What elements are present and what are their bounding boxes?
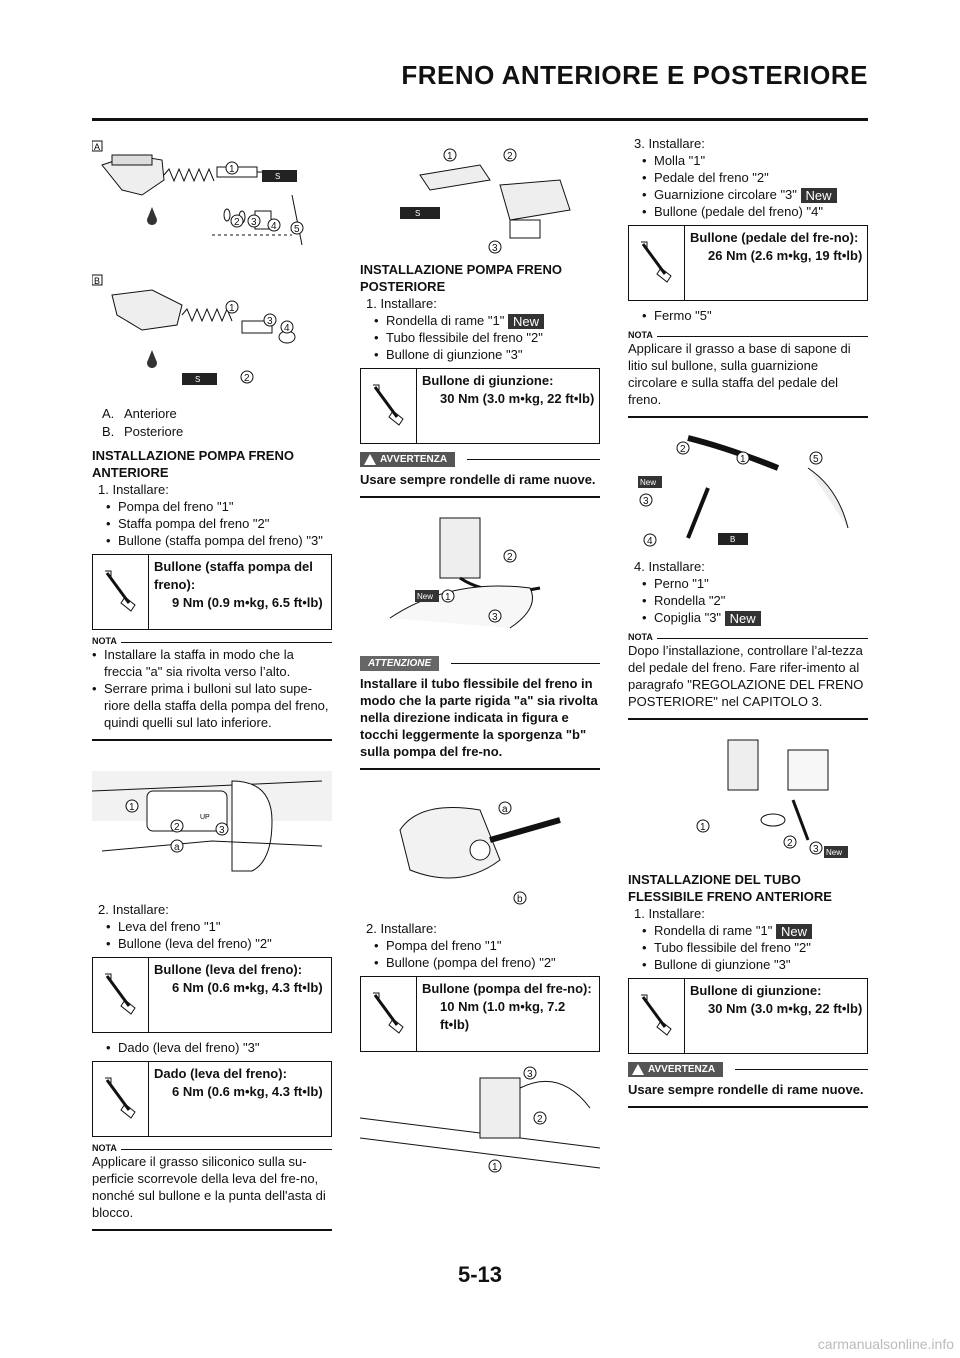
caption-b: B. Posteriore <box>102 424 184 439</box>
column-2 <box>360 135 600 1198</box>
torque-wrench-icon <box>361 977 417 1051</box>
callout-1: 1 <box>492 1162 498 1174</box>
front-master-cylinder-drawing <box>92 135 332 265</box>
callout-3: 3 <box>527 1069 533 1081</box>
figure-brake-lever <box>92 751 332 901</box>
note-body: Applicare il grasso a base di sapone di litio sul bullone, sulla guarnizione circolare e sulla staffa del pedale del freno. <box>628 341 851 408</box>
spec-title: Dado (leva del freno): <box>154 1066 287 1081</box>
callout-5: 5 <box>813 454 819 466</box>
new-badge: New <box>417 592 434 602</box>
callout-2: 2 <box>174 822 180 833</box>
step-2: 2. Installare: <box>98 902 169 917</box>
new-badge: New <box>640 478 657 488</box>
new-badge: New <box>508 314 544 329</box>
note-header: NOTA <box>92 636 332 646</box>
torque-spec-box <box>360 976 600 1052</box>
spec-value: 30 Nm (3.0 m•kg, 22 ft•lb) <box>440 391 595 407</box>
note-header: NOTA <box>628 632 868 642</box>
callout-5: 5 <box>294 224 300 235</box>
torque-wrench-icon <box>93 555 149 629</box>
callout-1: 1 <box>447 151 453 162</box>
figure-lever-assembly <box>360 135 600 255</box>
torque-spec-box <box>628 225 868 301</box>
spec-title: Bullone (pompa del fre-no): <box>422 981 592 997</box>
step-1-item: • Bullone di giunzione "3" <box>374 346 600 363</box>
step-3-item: • Molla "1" <box>642 152 868 169</box>
bf-mark-b: BF <box>146 370 154 376</box>
caution-end-rule <box>360 768 600 770</box>
callout-4: 4 <box>271 221 277 232</box>
figure-pedal-pin <box>628 730 868 865</box>
column-1 <box>92 135 332 1241</box>
note-end-rule <box>628 416 868 418</box>
callout-3: 3 <box>813 844 819 856</box>
figure-rear-pump <box>360 780 600 920</box>
callout-1: 1 <box>700 822 706 834</box>
pedal-pin-photo <box>628 730 868 865</box>
step-4-item: • Copiglia "3" New <box>642 609 868 626</box>
spec-value: 6 Nm (0.6 m•kg, 4.3 ft•lb) <box>172 980 323 995</box>
step-1: 1. Installare: <box>634 906 705 922</box>
spec-title: Bullone (staffa pompa del freno): <box>154 559 313 592</box>
callout-2: 2 <box>507 552 513 564</box>
new-badge: New <box>776 924 812 939</box>
callout-b3: 3 <box>267 316 273 327</box>
callout-2: 2 <box>234 217 240 228</box>
callout-3: 3 <box>219 825 225 836</box>
warning-icon <box>632 1064 644 1075</box>
step-4-item: • Rondella "2" <box>642 592 868 609</box>
step-1-item: • Bullone di giunzione "3" <box>642 956 868 973</box>
note-end-rule <box>92 739 332 741</box>
spec-value: 9 Nm (0.9 m•kg, 6.5 ft•lb) <box>172 595 323 610</box>
note-end-rule <box>92 1229 332 1231</box>
warning-body: Usare sempre rondelle di rame nuove. <box>628 1082 864 1098</box>
lever-assembly-drawing <box>360 135 600 255</box>
spec-value: 6 Nm (0.6 m•kg, 4.3 ft•lb) <box>172 1084 323 1099</box>
new-badge: New <box>801 188 837 203</box>
torque-spec-box <box>92 957 332 1033</box>
callout-2: 2 <box>507 151 513 162</box>
spec-title: Bullone di giunzione: <box>422 373 554 389</box>
torque-wrench-icon <box>93 1062 149 1136</box>
spec-title: Bullone (pedale del fre-no): <box>690 230 859 246</box>
bf-mark: BF <box>146 227 154 233</box>
note-body: Dopo l’installazione, controllare l’al-tezza del pedale del freno. Fare rifer-imento al paragrafo "REGOLAZIONE DEL FRENO POSTERIORE" nel CAPITOLO 3. <box>628 643 864 710</box>
footer-url[interactable]: carmanualsonline.info <box>817 1336 954 1352</box>
s-mark-b: S <box>195 375 201 384</box>
figure-rear-hose <box>360 508 600 648</box>
note-item: • Serrare prima i bulloni sul lato supe-riore della staffa della pompa del freno, quindi quelli sul lato inferiore. <box>92 680 332 731</box>
figure-brake-pedal <box>628 428 868 558</box>
torque-wrench-icon <box>629 979 685 1053</box>
step-1-item: • Pompa del freno "1" <box>106 498 332 515</box>
spec-title: Bullone (leva del freno): <box>154 962 303 977</box>
callout-2: 2 <box>537 1114 543 1126</box>
note-header: NOTA <box>92 1143 332 1153</box>
step-3: 3. Installare: <box>634 136 705 151</box>
torque-spec-box <box>360 368 600 444</box>
callout-a: a <box>502 804 508 816</box>
step-2: 2. Installare: <box>366 921 437 937</box>
torque-spec-box <box>92 554 332 630</box>
step-2-item: • Pompa del freno "1" <box>374 937 600 954</box>
callout-1: 1 <box>740 454 746 466</box>
torque-wrench-icon <box>361 369 417 443</box>
callout-b4: 4 <box>284 323 290 334</box>
fig-label-b: B <box>94 276 101 286</box>
callout-3: 3 <box>492 612 498 624</box>
caption-a: A. Anteriore <box>102 406 177 421</box>
section-title-front-master: INSTALLAZIONE POMPA FRENO ANTERIORE <box>92 448 294 480</box>
new-badge: New <box>725 611 761 626</box>
step-1-item: • Rondella di rame "1" New <box>374 312 600 329</box>
rear-pump-photo <box>360 780 600 920</box>
step-3-item: • Pedale del freno "2" <box>642 169 868 186</box>
pump-mount-photo <box>360 1058 600 1198</box>
spec-value: 26 Nm (2.6 m•kg, 19 ft•lb) <box>708 248 863 264</box>
torque-wrench-icon <box>629 226 685 300</box>
callout-b2: 2 <box>244 373 250 384</box>
torque-spec-box <box>628 978 868 1054</box>
step-1: 1. Installare: <box>98 482 169 497</box>
callout-2: 2 <box>680 444 686 456</box>
callout-1: 1 <box>229 164 235 175</box>
step-4-item: • Perno "1" <box>642 575 868 592</box>
warning-header: AVVERTENZA <box>360 452 600 467</box>
step-3-item: • Fermo "5" <box>642 307 868 324</box>
step-1: 1. Installare: <box>366 296 437 311</box>
callout-2: 2 <box>787 838 793 850</box>
caution-header: ATTENZIONE <box>360 656 600 671</box>
section-title-front-hose: INSTALLAZIONE DEL TUBO FLESSIBILE FRENO ANTERIORE <box>628 872 832 905</box>
note-item: • Installare la staffa in modo che la freccia "a" sia rivolta verso l’alto. <box>92 646 332 680</box>
warning-header: AVVERTENZA <box>628 1062 868 1077</box>
fig-label-a: A <box>94 142 101 152</box>
step-1-item: • Bullone (staffa pompa del freno) "3" <box>106 532 332 549</box>
note-header: NOTA <box>628 330 868 340</box>
step-2-item: • Bullone (pompa del freno) "2" <box>374 954 600 971</box>
note-end-rule <box>628 718 868 720</box>
title-rule <box>92 118 868 121</box>
step-1-item: • Tubo flessibile del freno "2" <box>642 939 868 956</box>
warning-end-rule <box>628 1106 868 1108</box>
page-number: 5-13 <box>457 1262 503 1287</box>
new-badge: New <box>826 848 843 858</box>
warning-end-rule <box>360 496 600 498</box>
step-1-item: • Rondella di rame "1" New <box>642 922 868 939</box>
callout-3: 3 <box>492 243 498 254</box>
s-mark: S <box>275 172 281 181</box>
note-body: Applicare il grasso siliconico sulla su-perficie scorrevole della leva del fre-no, nonché sul bullone e la punta dell'asta di blocco. <box>92 1154 326 1220</box>
callout-1: 1 <box>129 802 135 813</box>
step-2-item: • Dado (leva del freno) "3" <box>106 1039 332 1056</box>
spec-title: Bullone di giunzione: <box>690 983 822 999</box>
caution-body: Installare il tubo flessibile del freno in modo che la parte rigida "a" sia rivolta nella direzione indicata in figura e tocchi leggermente la sporgenza "b" sulla pompa del fre-no. <box>360 676 598 760</box>
callout-a: a <box>174 842 180 853</box>
rear-hose-photo <box>360 508 600 648</box>
section-title-rear-master: INSTALLAZIONE POMPA FRENO POSTERIORE <box>360 262 562 294</box>
step-2-item: • Leva del freno "1" <box>106 918 332 935</box>
spec-value: 10 Nm (1.0 m•kg, 7.2 ft•lb) <box>440 999 566 1033</box>
s-mark: S <box>415 209 421 218</box>
step-1-item: • Staffa pompa del freno "2" <box>106 515 332 532</box>
page-title: FRENO ANTERIORE E POSTERIORE <box>401 60 868 90</box>
rear-master-cylinder-drawing <box>92 265 332 405</box>
figure-rear-master-cylinder <box>92 265 332 405</box>
warning-icon <box>364 454 376 465</box>
callout-3: 3 <box>251 217 257 228</box>
up-mark: UP <box>200 814 210 821</box>
step-4: 4. Installare: <box>634 559 705 575</box>
spec-value: 30 Nm (3.0 m•kg, 22 ft•lb) <box>708 1001 863 1017</box>
b-mark: B <box>730 535 736 545</box>
step-3-item: • Guarnizione circolare "3" New <box>642 186 868 203</box>
step-1-item: • Tubo flessibile del freno "2" <box>374 329 600 346</box>
callout-b: b <box>517 894 523 906</box>
figure-pump-mount <box>360 1058 600 1198</box>
brake-lever-photo <box>92 751 332 901</box>
callout-b1: 1 <box>229 303 235 314</box>
brake-pedal-photo <box>628 428 868 558</box>
torque-spec-box <box>92 1061 332 1137</box>
warning-body: Usare sempre rondelle di rame nuove. <box>360 472 596 488</box>
torque-wrench-icon <box>93 958 149 1032</box>
callout-1: 1 <box>445 592 451 604</box>
callout-3: 3 <box>643 496 649 508</box>
column-3 <box>628 135 868 1118</box>
figure-front-master-cylinder <box>92 135 332 265</box>
step-2-item: • Bullone (leva del freno) "2" <box>106 935 332 952</box>
callout-4: 4 <box>647 536 653 548</box>
step-3-item: • Bullone (pedale del freno) "4" <box>642 203 868 220</box>
